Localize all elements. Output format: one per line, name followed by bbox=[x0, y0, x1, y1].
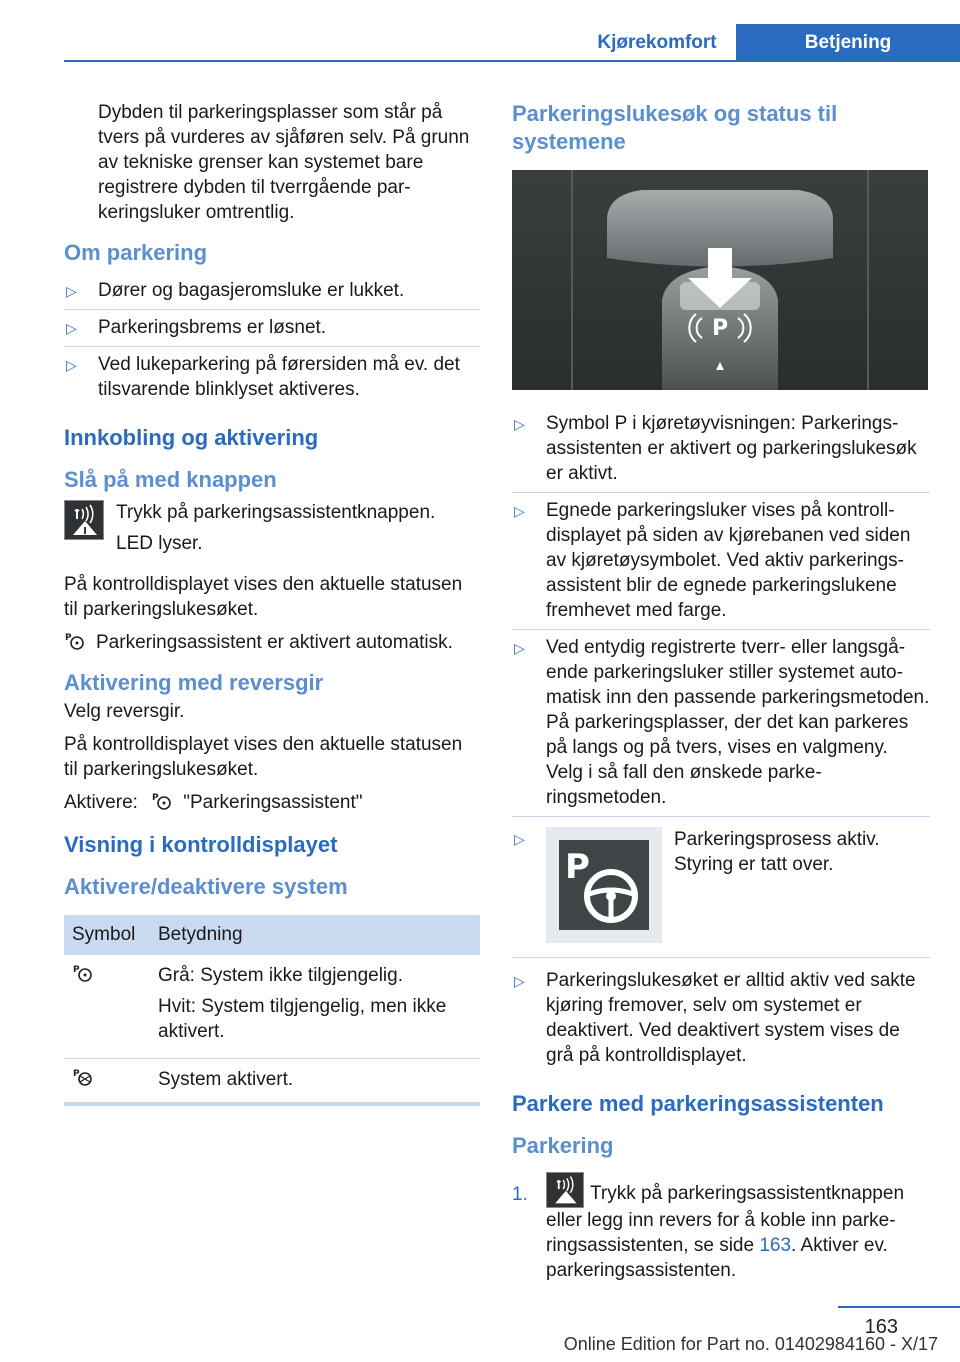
edition-text: Online Edition for Part no. 01402984160 - X/17 bbox=[563, 1334, 938, 1354]
status-text: På kontrolldisplayet vises den aktuelle statusen til parkeringslukesøket. bbox=[64, 574, 463, 620]
row-text: Grå: System ikke tilgjengelig. bbox=[158, 965, 403, 986]
svg-text:P: P bbox=[565, 847, 590, 887]
park-button-row bbox=[64, 500, 480, 564]
aktivere-row: Aktivere: P "Parkeringsassistent" bbox=[64, 792, 363, 813]
list-item bbox=[512, 817, 930, 958]
press-button-text: Trykk på parkeringsassistentknappen. bbox=[116, 502, 436, 523]
revers-line-2: På kontrolldisplayet vises den aktuelle statusen til parkeringslukesøket. bbox=[64, 734, 463, 780]
list-item: ▷ Ved lukeparkering på førersiden må ev. det tilsvarende blinklyset aktiveres. bbox=[66, 354, 460, 400]
symbox-line-1: Parkeringsprosess aktiv. bbox=[674, 829, 880, 850]
triangle-bullet-icon: ▷ bbox=[66, 320, 77, 336]
left-column bbox=[64, 100, 480, 1106]
list-item: 1. Trykk på parkeringsassistentknappen eller legg inn revers for å koble inn parkeringsassistenten, se side 163. Aktiver ev. parkeringsassistenten. bbox=[512, 1166, 930, 1283]
om-parkering-heading: Om parkering bbox=[64, 240, 208, 265]
header-chapter: Betjening bbox=[736, 24, 960, 62]
triangle-bullet-icon: ▷ bbox=[66, 357, 77, 373]
parkering-heading: Parkering bbox=[512, 1133, 614, 1158]
triangle-bullet-icon: ▷ bbox=[514, 973, 525, 989]
park-assist-symbol-icon bbox=[64, 631, 86, 651]
steps-list bbox=[512, 1166, 930, 1283]
svg-text:P: P bbox=[73, 1069, 80, 1079]
revers-heading: Aktivering med reversgir bbox=[64, 670, 324, 695]
step-number: 1. bbox=[512, 1184, 528, 1205]
page-number: 163 bbox=[864, 1316, 898, 1338]
triangle-bullet-icon: ▷ bbox=[514, 503, 525, 519]
footer-rule bbox=[838, 1306, 960, 1308]
park-assist-button-icon bbox=[64, 500, 104, 540]
park-assist-symbol-icon bbox=[151, 791, 173, 811]
list-item: ▷ Symbol P i kjøretøyvisningen: Parkeringsassistenten er aktivert og parkeringslukesøk er aktivt. bbox=[512, 406, 930, 493]
control-display-image bbox=[512, 170, 928, 390]
row-text: Hvit: System tilgjengelig, men ikke aktivert. bbox=[158, 996, 447, 1042]
led-text: LED lyser. bbox=[116, 533, 203, 554]
park-assist-active-icon bbox=[72, 1067, 94, 1087]
svg-text:P: P bbox=[73, 965, 80, 975]
sla-pa-heading: Slå på med knappen bbox=[64, 467, 277, 492]
innkobling-heading: Innkobling og aktivering bbox=[64, 425, 319, 450]
revers-line-1: Velg reversgir. bbox=[64, 701, 185, 722]
list-item: ▷ Parkeringsbrems er løsnet. bbox=[64, 310, 480, 347]
table-header-symbol: Symbol bbox=[64, 915, 150, 955]
table-row bbox=[64, 955, 480, 1059]
svg-text:P: P bbox=[152, 793, 159, 803]
parking-active-symbol bbox=[546, 827, 662, 943]
park-assist-button-icon bbox=[546, 1172, 584, 1208]
list-item: ▷ Parkeringslukesøket er alltid aktiv ved sakte kjøring fremover, selv om systemet er deaktivert. Ved deaktivert system vises de grå på kontrolldisplayet. bbox=[514, 970, 916, 1066]
triangle-bullet-icon: ▷ bbox=[514, 416, 525, 432]
photo-letter: P bbox=[711, 316, 729, 341]
triangle-bullet-icon: ▷ bbox=[66, 283, 77, 299]
right-column bbox=[512, 100, 930, 1283]
triangle-bullet-icon: ▷ bbox=[514, 831, 525, 847]
table-row bbox=[64, 1059, 480, 1105]
aktivere-deaktivere-heading: Aktivere/deaktivere system bbox=[64, 874, 348, 899]
steering-p-icon bbox=[559, 840, 649, 930]
svg-text:P: P bbox=[65, 633, 72, 643]
list-item: ▷ Dører og bagasjeromsluke er lukket. bbox=[64, 273, 480, 310]
parkere-heading: Parkere med parkeringsassistenten bbox=[512, 1091, 884, 1116]
intro-text: Dybden til parkeringsplasser som står på tvers på vurderes av sjåføren selv. På grunn av tekniske grenser kan systemet bare registrere dybden til tverrgående parkeringsluker omtrentlig. bbox=[98, 102, 470, 223]
parkeringslukesok-heading: Parkeringslukesøk og status til systemene bbox=[512, 101, 838, 154]
list-item: ▷ Ved entydig registrerte tverr- eller langsgående parkeringsluker stiller systemet automatisk inn den passende parkeringsmetoden. På parkeringsplasser, der det kan parkeres på langs og på tvers, vises en valgmeny. Velg i så fall den ønskede parkeringsmetoden. bbox=[512, 630, 930, 817]
list-item: ▷ Egnede parkeringsluker vises på kontrolldisplayet på siden av kjørebanen ved siden av kjøretøysymbolet. Ved aktiv parkeringsassistent blir de egnede parkeringslukene fremhevet med farge. bbox=[512, 493, 930, 630]
auto-activated-row: P Parkeringsassistent er aktivert automatisk. bbox=[65, 632, 453, 653]
status-list bbox=[512, 406, 930, 1074]
table-header-betydning: Betydning bbox=[150, 915, 480, 955]
header-section: Kjørekomfort bbox=[597, 32, 717, 53]
page-link[interactable]: 163 bbox=[759, 1235, 792, 1256]
symbox-line-2: Styring er tatt over. bbox=[674, 854, 834, 875]
symbol-table bbox=[64, 915, 480, 1106]
triangle-bullet-icon: ▷ bbox=[514, 640, 525, 656]
row-text: System aktivert. bbox=[150, 1059, 480, 1105]
park-assist-symbol-icon bbox=[72, 963, 94, 983]
om-parkering-list bbox=[64, 273, 480, 408]
visning-heading: Visning i kontrolldisplayet bbox=[64, 832, 338, 857]
